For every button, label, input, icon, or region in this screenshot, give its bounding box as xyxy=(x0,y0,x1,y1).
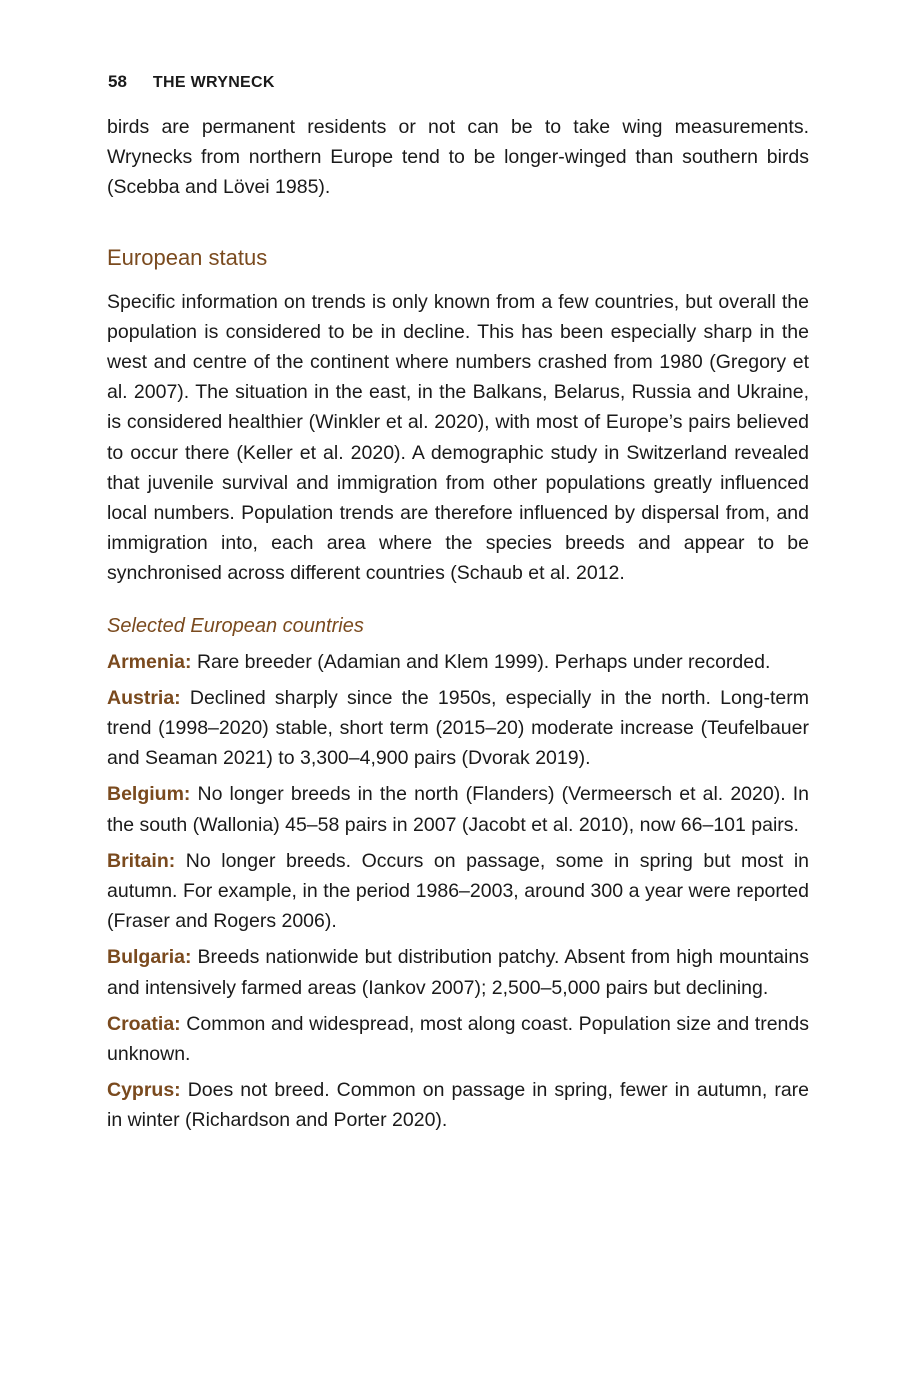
country-entry xyxy=(107,846,809,937)
country-text: No longer breeds in the north (Flanders) (Vermeersch et al. 2020). In the south (Wallonia) 45–58 pairs in 2007 (Jacobt et al. 2010), now 66–101 pairs. xyxy=(107,783,809,836)
country-name: Cyprus: xyxy=(107,1079,181,1102)
country-name: Croatia: xyxy=(107,1012,181,1035)
country-name: Bulgaria: xyxy=(107,946,192,969)
section-heading: European status xyxy=(107,244,268,270)
country-name: Austria: xyxy=(107,686,181,709)
status-paragraph: Specific information on trends is only known from a few countries, but overall the population is considered to be in decline. This has been especially sharp in the west and centre of the continent where numbers crashed from 1980 (Gregory et al. 2007). The situation in the east, in the Balkans, Belarus, Russia and Ukraine, is considered healthier (Winkler et al. 2020), with most of Europe’s pairs believed to occur there (Keller et al. 2020). A demographic study in Switzerland revealed that juvenile survival and immigration from other populations greatly influenced local numbers. Population trends are therefore influenced by dispersal from, and immigration into, each area where the species breeds and appear to be synchronised across different countries (Schaub et al. 2012. xyxy=(107,290,809,585)
country-entry xyxy=(107,647,809,677)
countries-subheading: Selected European countries xyxy=(107,614,364,637)
country-text: Breeds nationwide but distribution patchy. Absent from high mountains and intensively farmed areas (Iankov 2007); 2,500–5,000 pairs but declining. xyxy=(107,946,809,999)
page-header xyxy=(108,72,275,92)
country-entry xyxy=(107,1075,809,1135)
country-entry xyxy=(107,779,809,839)
country-text: No longer breeds. Occurs on passage, some in spring but most in autumn. For example, in the period 1986–2003, around 300 a year were reported (Fraser and Rogers 2006). xyxy=(107,849,809,933)
country-entry xyxy=(107,1009,809,1069)
page-content xyxy=(107,112,809,1142)
country-entry xyxy=(107,942,809,1002)
country-name: Britain: xyxy=(107,849,176,872)
country-text: Declined sharply since the 1950s, especially in the north. Long-term trend (1998–2020) stable, short term (2015–20) moderate increase (Teufelbauer and Seaman 2021) to 3,300–4,900 pairs (Dvorak 2019). xyxy=(107,686,809,770)
country-text: Rare breeder (Adamian and Klem 1999). Perhaps under recorded. xyxy=(191,650,771,673)
country-name: Belgium: xyxy=(107,783,191,806)
intro-paragraph: birds are permanent residents or not can be to take wing measurements. Wrynecks from northern Europe tend to be longer-winged than southern birds (Scebba and Lövei 1985). xyxy=(107,116,809,199)
page-number: 58 xyxy=(108,72,127,91)
country-name: Armenia: xyxy=(107,650,192,673)
country-text: Does not breed. Common on passage in spring, fewer in autumn, rare in winter (Richardson and Porter 2020). xyxy=(107,1079,809,1132)
country-entry xyxy=(107,683,809,774)
country-text: Common and widespread, most along coast. Population size and trends unknown. xyxy=(107,1012,809,1066)
running-title: THE WRYNECK xyxy=(152,74,275,91)
